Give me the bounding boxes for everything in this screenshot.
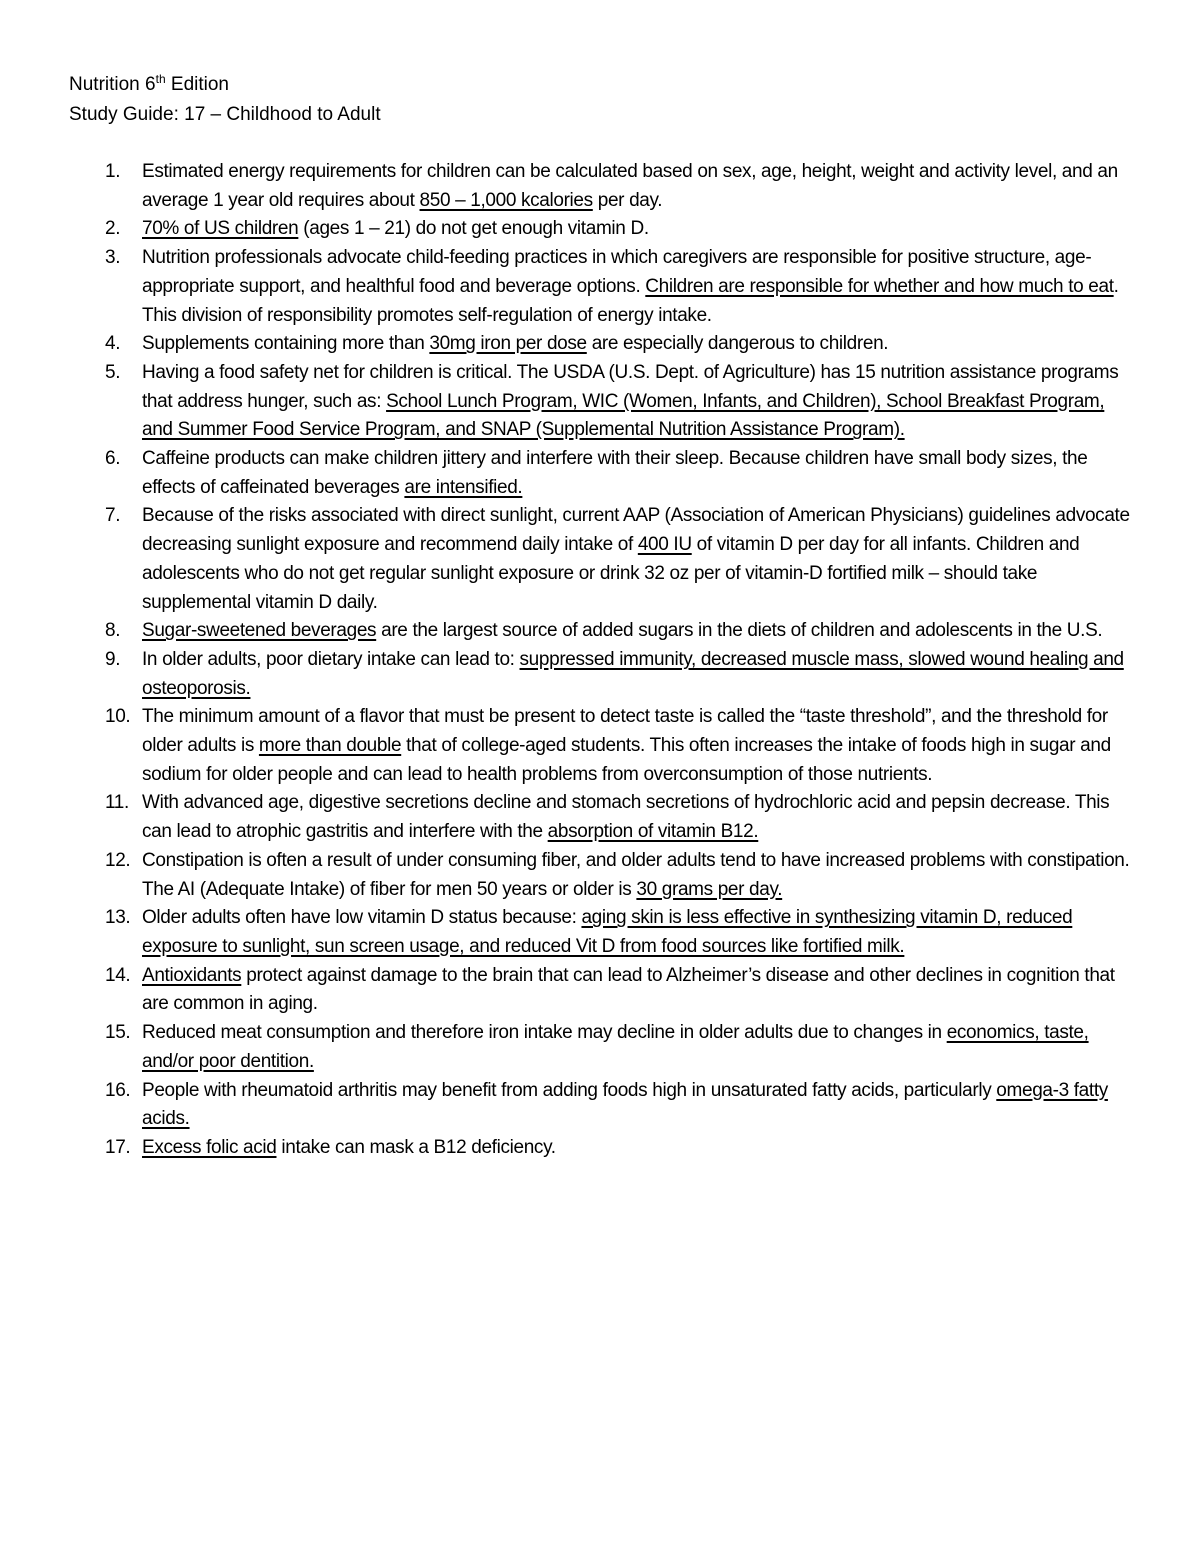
underlined-answer: 30mg iron per dose [429,333,587,355]
list-item-text: Estimated energy requirements for children can be calculated based on sex, age, height, weight and activity level, and an average 1 year old requires about [142,161,1118,211]
document-subtitle: Study Guide: 17 – Childhood to Adult [69,104,381,125]
list-item [69,502,1139,617]
underlined-answer: School Lunch Program, WIC (Women, Infants, and Children), School Breakfast Program, and Summer Food Service Program, and SNAP (Supplemental Nutrition Assistance Program). [142,390,1105,441]
list-item [69,703,1139,789]
underlined-answer: Sugar-sweetened beverages [142,620,377,642]
underlined-answer: omega-3 fatty acids. [142,1079,1108,1130]
list-item-text: . This division of responsibility promotes self-regulation of energy intake. [142,275,1119,326]
underlined-answer: 30 grams per day. [636,878,783,900]
list-item [69,330,1139,359]
underlined-answer: suppressed immunity, decreased muscle mass, slowed wound healing and osteoporosis. [142,648,1124,699]
list-item [69,789,1139,846]
list-item-number: 7. [105,505,121,527]
underlined-answer: more than double [258,735,402,757]
list-item [69,1134,1139,1163]
list-item-text: are especially dangerous to children. [586,333,889,355]
document-page [69,70,1139,1179]
underlined-answer: aging skin is less effective in synthesizing vitamin D, reduced exposure to sunlight, sun screen usage, and reduced Vit D from food sources like fortified milk. [142,907,1073,957]
list-item-number: 3. [105,247,121,269]
list-item-text: that of college-aged students. This often increases the intake of foods high in sugar and sodium for older people and can lead to health problems from overconsumption of those nutrients. [142,735,1111,785]
list-item-number: 1. [105,161,121,182]
list-item [69,962,1139,1019]
underlined-answer: economics, taste, and/or poor dentition. [142,1022,1089,1072]
list-item-number: 13. [105,907,131,929]
list-item-text: Older adults often have low vitamin D status because: [142,907,582,929]
list-item [69,646,1139,703]
document-title [69,70,1139,100]
list-item-text: Caffeine products can make children jittery and interfere with their sleep. Because children have small body sizes, the effects of caffeinated beverages [142,448,1088,498]
list-item-number: 14. [105,964,131,986]
list-item-number: 4. [105,333,121,355]
list-item-text: People with rheumatoid arthritis may benefit from adding foods high in unsaturated fatty acids, particularly [142,1079,997,1101]
list-item-text: (ages 1 – 21) do not get enough vitamin D. [298,218,649,240]
list-item [69,1019,1139,1076]
list-item-text: of vitamin D per day for all infants. Children and adolescents who do not get regular sunlight exposure or drink 32 oz per of vitamin-D fortified milk – should take supplemental vitamin D daily. [142,534,1080,613]
list-item-text: protect against damage to the brain that can lead to Alzheimer’s disease and other declines in cognition that are common in aging. [142,964,1115,1015]
list-item-text: With advanced age, digestive secretions decline and stomach secretions of hydrochloric acid and pepsin decrease. This can lead to atrophic gastritis and interfere with the [142,792,1110,843]
list-item-text: intake can mask a B12 deficiency. [276,1136,556,1158]
list-item-text: Constipation is often a result of under consuming fiber, and older adults tend to have increased problems with constipation. The AI (Adequate Intake) of fiber for men 50 years or older is [142,849,1130,900]
list-item [69,158,1139,215]
list-item-text: per day. [592,189,663,211]
list-item [69,847,1139,904]
list-item-text: The minimum amount of a flavor that must be present to detect taste is called the “taste threshold”, and the threshold for older adults is [142,706,1108,757]
list-item [69,359,1139,445]
list-item-number: 2. [105,218,121,240]
list-item [69,244,1139,330]
list-item-number: 5. [105,361,121,383]
list-item [69,1077,1139,1134]
list-item-number: 8. [105,620,121,642]
list-item-text: are the largest source of added sugars in the diets of children and adolescents in the U.S. [376,620,1103,642]
underlined-answer: Antioxidants [142,964,242,986]
list-item [69,904,1139,961]
list-item-number: 16. [105,1079,131,1101]
list-item [69,445,1139,502]
underlined-answer: 70% of US children [142,218,299,240]
title-superscript: th [155,72,166,86]
underlined-answer: Excess folic acid [142,1136,277,1158]
list-item-number: 15. [105,1022,131,1044]
list-item-text: Because of the risks associated with direct sunlight, current AAP (Association of American Physicians) guidelines advocate decreasing sunlight exposure and recommend daily intake of [142,505,1130,556]
list-item-text: In older adults, poor dietary intake can lead to: [142,648,520,670]
study-guide-list [69,158,1139,1163]
list-item [69,215,1139,244]
title-suffix: Edition [165,74,229,95]
underlined-answer: Children are responsible for whether and how much to eat [645,275,1114,297]
underlined-answer: 400 IU [637,534,692,556]
title-prefix: Nutrition 6 [69,74,156,95]
list-item-number: 17. [105,1136,131,1158]
list-item-number: 6. [105,448,121,470]
list-item-text: Having a food safety net for children is critical. The USDA (U.S. Dept. of Agriculture) has 15 nutrition assistance programs that address hunger, such as: [142,361,1119,412]
list-item [69,617,1139,646]
underlined-answer: 850 – 1,000 kcalories [419,189,593,211]
list-item-number: 11. [105,792,129,814]
list-item-text: Nutrition professionals advocate child-feeding practices in which caregivers are responsible for positive structure, age-appropriate support, and healthful food and beverage options. [142,247,1092,297]
list-item-number: 9. [105,648,121,670]
underlined-answer: absorption of vitamin B12. [547,821,759,843]
list-item-text: Supplements containing more than [142,333,430,355]
list-item-number: 12. [105,849,131,871]
list-item-text: Reduced meat consumption and therefore iron intake may decline in older adults due to changes in [142,1022,947,1044]
underlined-answer: are intensified. [404,476,523,498]
list-item-number: 10. [105,706,131,728]
